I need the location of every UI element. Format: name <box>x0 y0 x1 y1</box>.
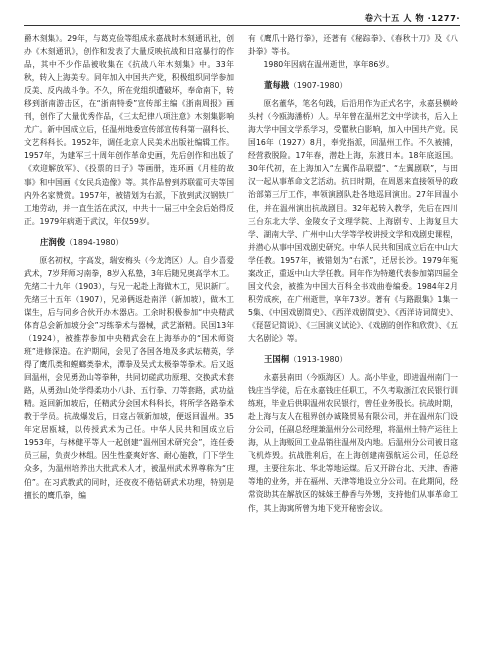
header-rule <box>24 25 460 26</box>
entry-name: 董每戡 <box>264 80 290 91</box>
entry-dates: （1894-1980） <box>65 237 124 247</box>
paragraph: 永嘉县南田（今瓯海区）人。高小毕业，即进温州南门一钱庄当学徒，后在永嘉钱庄任职工，不久考取浙江农民银行训练班，毕业后供职温州农民银行，曾任业务股长。抗战时期，赴上海与友人在租界创办诚隆贸易有限公司，并在温州东门设分公司，任副总经理兼温州分公司经理，将温州土特产运往上海，从上海贩回工业品销往温州及内地。后温州分公司被日寇飞机炸毁。抗战胜利后，在上海创建南强航运公司，任总经理，主要往东北、华北等地运煤。后又开辟台北、天津、香港等地的业务，并在福州、天津等地设立分公司。在此期间，经常资助其在解放区的妹妹王静香与外甥，支持他们从事革命工作，其上海寓所曾为地下党开秘密会议。 <box>248 373 458 513</box>
entry-title-wang-guotong <box>264 353 458 366</box>
running-head: 卷六十五 人 物 ·1277· <box>364 13 460 23</box>
entry-title-dong-meikan <box>264 79 458 92</box>
right-column <box>248 32 458 640</box>
paragraph-continued: 有《鹰爪十路行拳》，还著有《秘踪拳》、《春秋十刀》及《八卦拳》等书。 <box>248 34 458 57</box>
paragraph: 1980年因病在温州逝世，享年86岁。 <box>263 60 394 70</box>
entry-dates: （1907-1980） <box>289 81 348 91</box>
entry-name: 王国桐 <box>264 354 290 365</box>
paragraph-continued: 爵木刻集》。29年，与葛克俭等组成永嘉战时木刻通讯社，创办《木刻通讯》，创作和发表了大量反映抗战和日寇暴行的作品，其中不少作品被收集在《抗战八年木刻集》中。33年秋，转入上海美专。同年加入中国共产党，积极组织同学参加反美、反内战斗争。不久，所在党组织遭破坏，奉命南下，转移到浙南游击区，在“浙南特委”宣传部主编《浙南周报》画刊，创作了大量优秀作品，《三太纪律八项注意》木刻集影响尤广。新中国成立后，任温州地委宣传部宣传科第一副科长、文艺科科长。1952年，调任北京人民美术出版社编辑工作。1957年，为建军三十周年创作革命史画，先后创作和出版了《欢迎解放军》、《投票的日子》等画册，连环画《月桂的故事》和中国画《女民兵造像》等。其作品曾到苏联霍可夫等国内外名家赞赏。1957年，被错划为右派，下放到武汉钢铁厂工地劳动，并一直生活在武汉，中共十一届三中全会后始得反正。1979年病逝于武汉，年仅59岁。 <box>24 34 234 226</box>
entry-name: 庄润俊 <box>40 236 66 247</box>
left-column <box>24 32 234 640</box>
entry-dates: （1913-1980） <box>289 355 348 365</box>
paragraph: 原名初权，字高发，瑞安梅头（今龙湾区）人。自少喜爱武术，7岁拜师习南拳，8岁入私塾，3年后随兄奥高学木工。先绪二十九年（1903），与兄一起赴上海做木工，见识新厂。先绪三十五年（1907），兄弟俩返赴南洋（新加坡），做木工谋生，后与同乡合伙开办木器店。工余时积极参加“中央精武体育总会新加坡分会”习练拳术与器械，武艺渐精。民国13年（1924），被推荐参加中央精武会在上海举办的“国术师资班”进修深造。在沪期间，会见了各国各地及多武坛精英，学得了鹰爪类和螳螂类拳术，潭拳及吴式太极拳等拳术。后又返回温州，会见勇劲山等拳种，共同切磋武功原理、交换武术套路，从勇劲山处学得柔功小八卦、五行拳、刀等套路，武功益精。返回新加坡后，任精武分会国术科科长，将所学各路拳术教于学员。抗战爆发后，日寇占领新加坡，便返回温州。35年定居瓯城，以传授武术为己任。中华人民共和国成立后1953年，与林健平等人一起创建“温州国术研究会”，连任委员三届，负责少林组。因生性豪爽好客、耐心施教，门下学生众多，为温州培养出大批武术人才，被温州武术界尊称为“庄伯”。在习武教武的同时，还夜夜不倦钻研武术功理，特别是擅长的鹰爪拳，编 <box>24 255 234 500</box>
page-header <box>24 10 460 26</box>
paragraph: 原名董华，笔名句践，后沿用作为正式名字，永嘉县横岭头村（今瓯海潘桥）人。早年曾在温州艺文中学读书，后入上海大学中国文学系学习，受瞿秋白影响，加入中国共产党。民国16年（1927）8月，奉党指派，回温州工作。不久被捕，经营救脱险。17年春，潜赴上海，东渡日本。18年底返国。30年代初，在上海加入“左翼作品联盟”、“左翼剧联”，与田汉一起从事革命文艺活动。抗日时期，在周恩来直接领导的政治部第三厅工作，率领演剧队赴各地巡回演出。27年回温小住，并在温州演出抗战剧目。32年起转入教学，先后在四川三台东北大学、金陵女子文理学院、上海剧专、上海复旦大学、湖南大学、广州中山大学等学校讲授文学和戏剧史课程，并潜心从事中国戏剧史研究。中华人民共和国成立后在中山大学任教。1957年，被错划为“右派”，迁居长沙。1979年冤案改正，重返中山大学任教。同年作为特邀代表参加第四届全国文代会，被推为中国大百科全书戏曲卷编委。1984年2月积劳成疾，在广州逝世，享年73岁。著有《与路跟集》1集一5集、《中国戏剧简史》、《西洋戏剧简史》、《西洋诗词简史》、《琵琶记简说》、《三国演义试论》、《戏剧的创作和欣赏》、《五大名剧论》等。 <box>248 99 458 343</box>
entry-title-zhuang-runjun <box>40 236 234 249</box>
